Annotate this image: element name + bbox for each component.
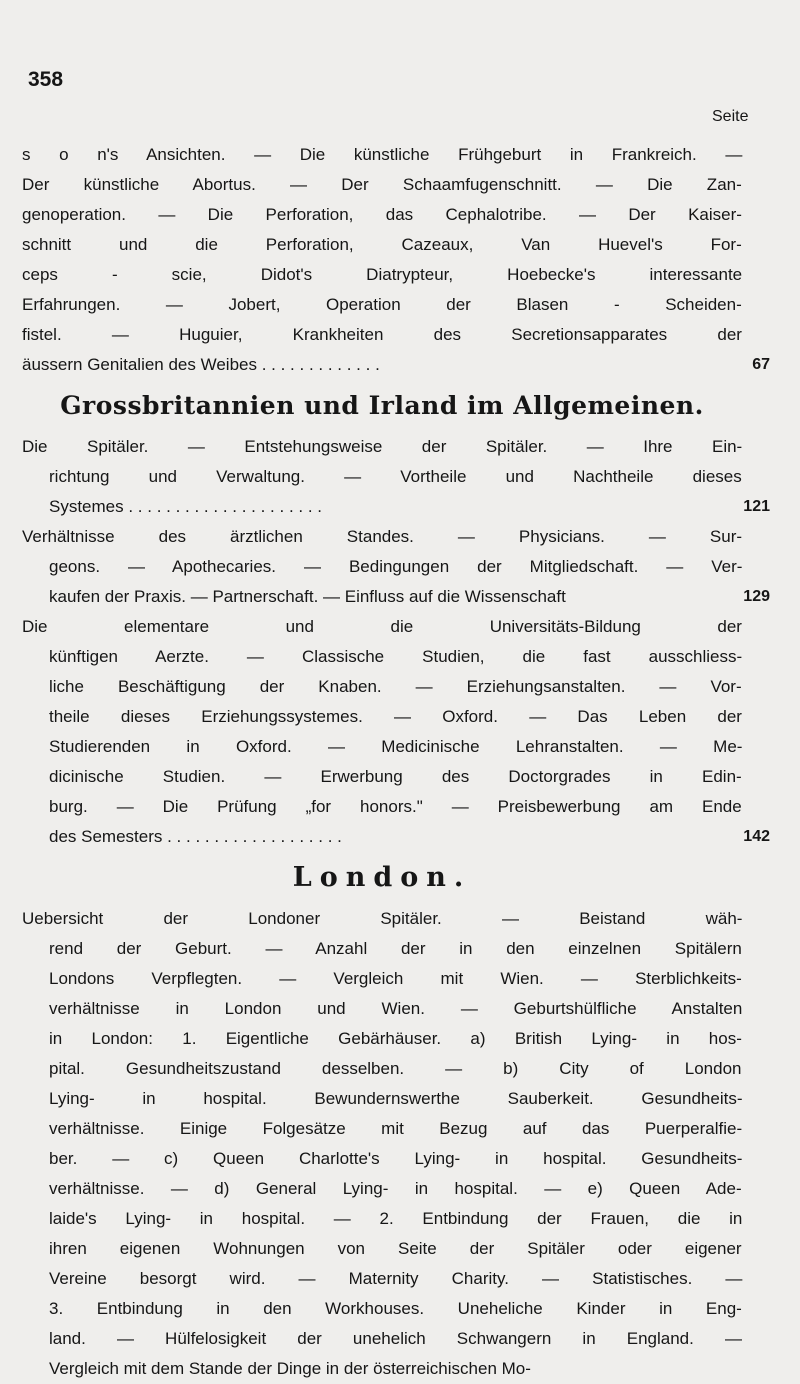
text-line: ihren eigenen Wohnungen von Seite der Spitäler oder eigener — [49, 1239, 742, 1258]
toc-entry — [22, 522, 770, 612]
text-line: verhältnisse. — d) General Lying- in hospital. — e) Queen Ade- — [49, 1179, 742, 1198]
section-heading-london: London. — [292, 862, 472, 893]
text-line: genoperation. — Die Perforation, das Cephalotribe. — Der Kaiser- — [22, 205, 742, 224]
text-line: Verhältnisse des ärztlichen Standes. — Physicians. — Sur- — [22, 527, 743, 546]
text-line: äussern Genitalien des Weibes . . . . . . . . . . . . . 67 — [22, 350, 742, 380]
text-line: ceps - scie, Didot's Diatrypteur, Hoebecke's interessante — [22, 265, 743, 284]
text-line: Systemes . . . . . . . . . . . . . . . . . . . . . 121 — [22, 492, 742, 522]
text-line: geons. — Apothecaries. — Bedingungen der Mitgliedschaft. — Ver- — [49, 557, 743, 576]
text-line: Der künstliche Abortus. — Der Schaamfugenschnitt. — Die Zan- — [22, 175, 742, 194]
text-line: verhältnisse. Einige Folgesätze mit Bezug auf das Puerperalfie- — [49, 1119, 743, 1138]
text-line: laide's Lying- in hospital. — 2. Entbindung der Frauen, die in — [49, 1209, 743, 1228]
seite-column-label: Seite — [712, 108, 749, 125]
page-ref: 129 — [743, 588, 770, 605]
text-line: dicinische Studien. — Erwerbung des Doctorgrades in Edin- — [49, 767, 742, 786]
text-line: Vergleich mit dem Stande der Dinge in der österreichischen Mo- — [49, 1359, 531, 1378]
text-line: in London: 1. Eigentliche Gebärhäuser. a) British Lying- in hos- — [49, 1029, 742, 1048]
page-ref: 142 — [743, 828, 770, 845]
page-ref: 121 — [743, 498, 770, 515]
text-line: Die elementare und die Universitäts-Bildung der — [22, 617, 742, 636]
text-line: Lying- in hospital. Bewundernswerthe Sauberkeit. Gesundheits- — [49, 1089, 743, 1108]
toc-entry-continuation — [22, 140, 770, 380]
page-number: 358 — [28, 68, 64, 91]
text-line: rend der Geburt. — Anzahl der in den einzelnen Spitälern — [49, 939, 742, 958]
page-ref: 67 — [752, 356, 770, 373]
text-line: land. — Hülfelosigkeit der unehelich Schwangern in England. — — [49, 1329, 742, 1348]
toc-entry — [22, 432, 770, 522]
text-line: richtung und Verwaltung. — Vortheile und Nachtheile dieses — [49, 467, 742, 486]
text-line: des Semesters . . . . . . . . . . . . . . . . . . . 142 — [22, 822, 742, 852]
table-of-contents — [22, 140, 770, 1384]
text-line: Londons Verpflegten. — Vergleich mit Wien. — Sterblichkeits- — [49, 969, 742, 988]
toc-entry — [22, 904, 742, 1384]
text-line: kaufen der Praxis. — Partnerschaft. — Einfluss auf die Wissenschaft 129 — [22, 582, 742, 612]
text-line: Vereine besorgt wird. — Maternity Charity. — Statistisches. — — [49, 1269, 743, 1288]
text-line: theile dieses Erziehungssystemes. — Oxford. — Das Leben der — [49, 707, 742, 726]
text-line: künftigen Aerzte. — Classische Studien, die fast ausschliess- — [49, 647, 743, 666]
text-line: Studierenden in Oxford. — Medicinische Lehranstalten. — Me- — [49, 737, 743, 756]
text-line: liche Beschäftigung der Knaben. — Erziehungsanstalten. — Vor- — [49, 677, 742, 696]
toc-entry — [22, 612, 770, 852]
text-line: Erfahrungen. — Jobert, Operation der Blasen - Scheiden- — [22, 295, 742, 314]
text-line: fistel. — Huguier, Krankheiten des Secretionsapparates der — [22, 325, 742, 344]
text-line: s o n's Ansichten. — Die künstliche Frühgeburt in Frankreich. — — [22, 145, 743, 164]
text-line: Die Spitäler. — Entstehungsweise der Spitäler. — Ihre Ein- — [22, 437, 743, 456]
text-line: Uebersicht der Londoner Spitäler. — Beistand wäh- — [22, 909, 743, 928]
text-line: pital. Gesundheitszustand desselben. — b) City of London — [49, 1059, 742, 1078]
text-line: burg. — Die Prüfung „for honors." — Preisbewerbung am Ende — [49, 797, 742, 816]
section-heading-gb: Grossbritannien und Irland im Allgemeinen. — [60, 391, 704, 420]
text-line: ber. — c) Queen Charlotte's Lying- in hospital. Gesundheits- — [49, 1149, 743, 1168]
text-line: verhältnisse in London und Wien. — Geburtshülfliche Anstalten — [49, 999, 743, 1018]
text-line: 3. Entbindung in den Workhouses. Uneheliche Kinder in Eng- — [49, 1299, 742, 1318]
text-line: schnitt und die Perforation, Cazeaux, Van Huevel's For- — [22, 235, 742, 254]
